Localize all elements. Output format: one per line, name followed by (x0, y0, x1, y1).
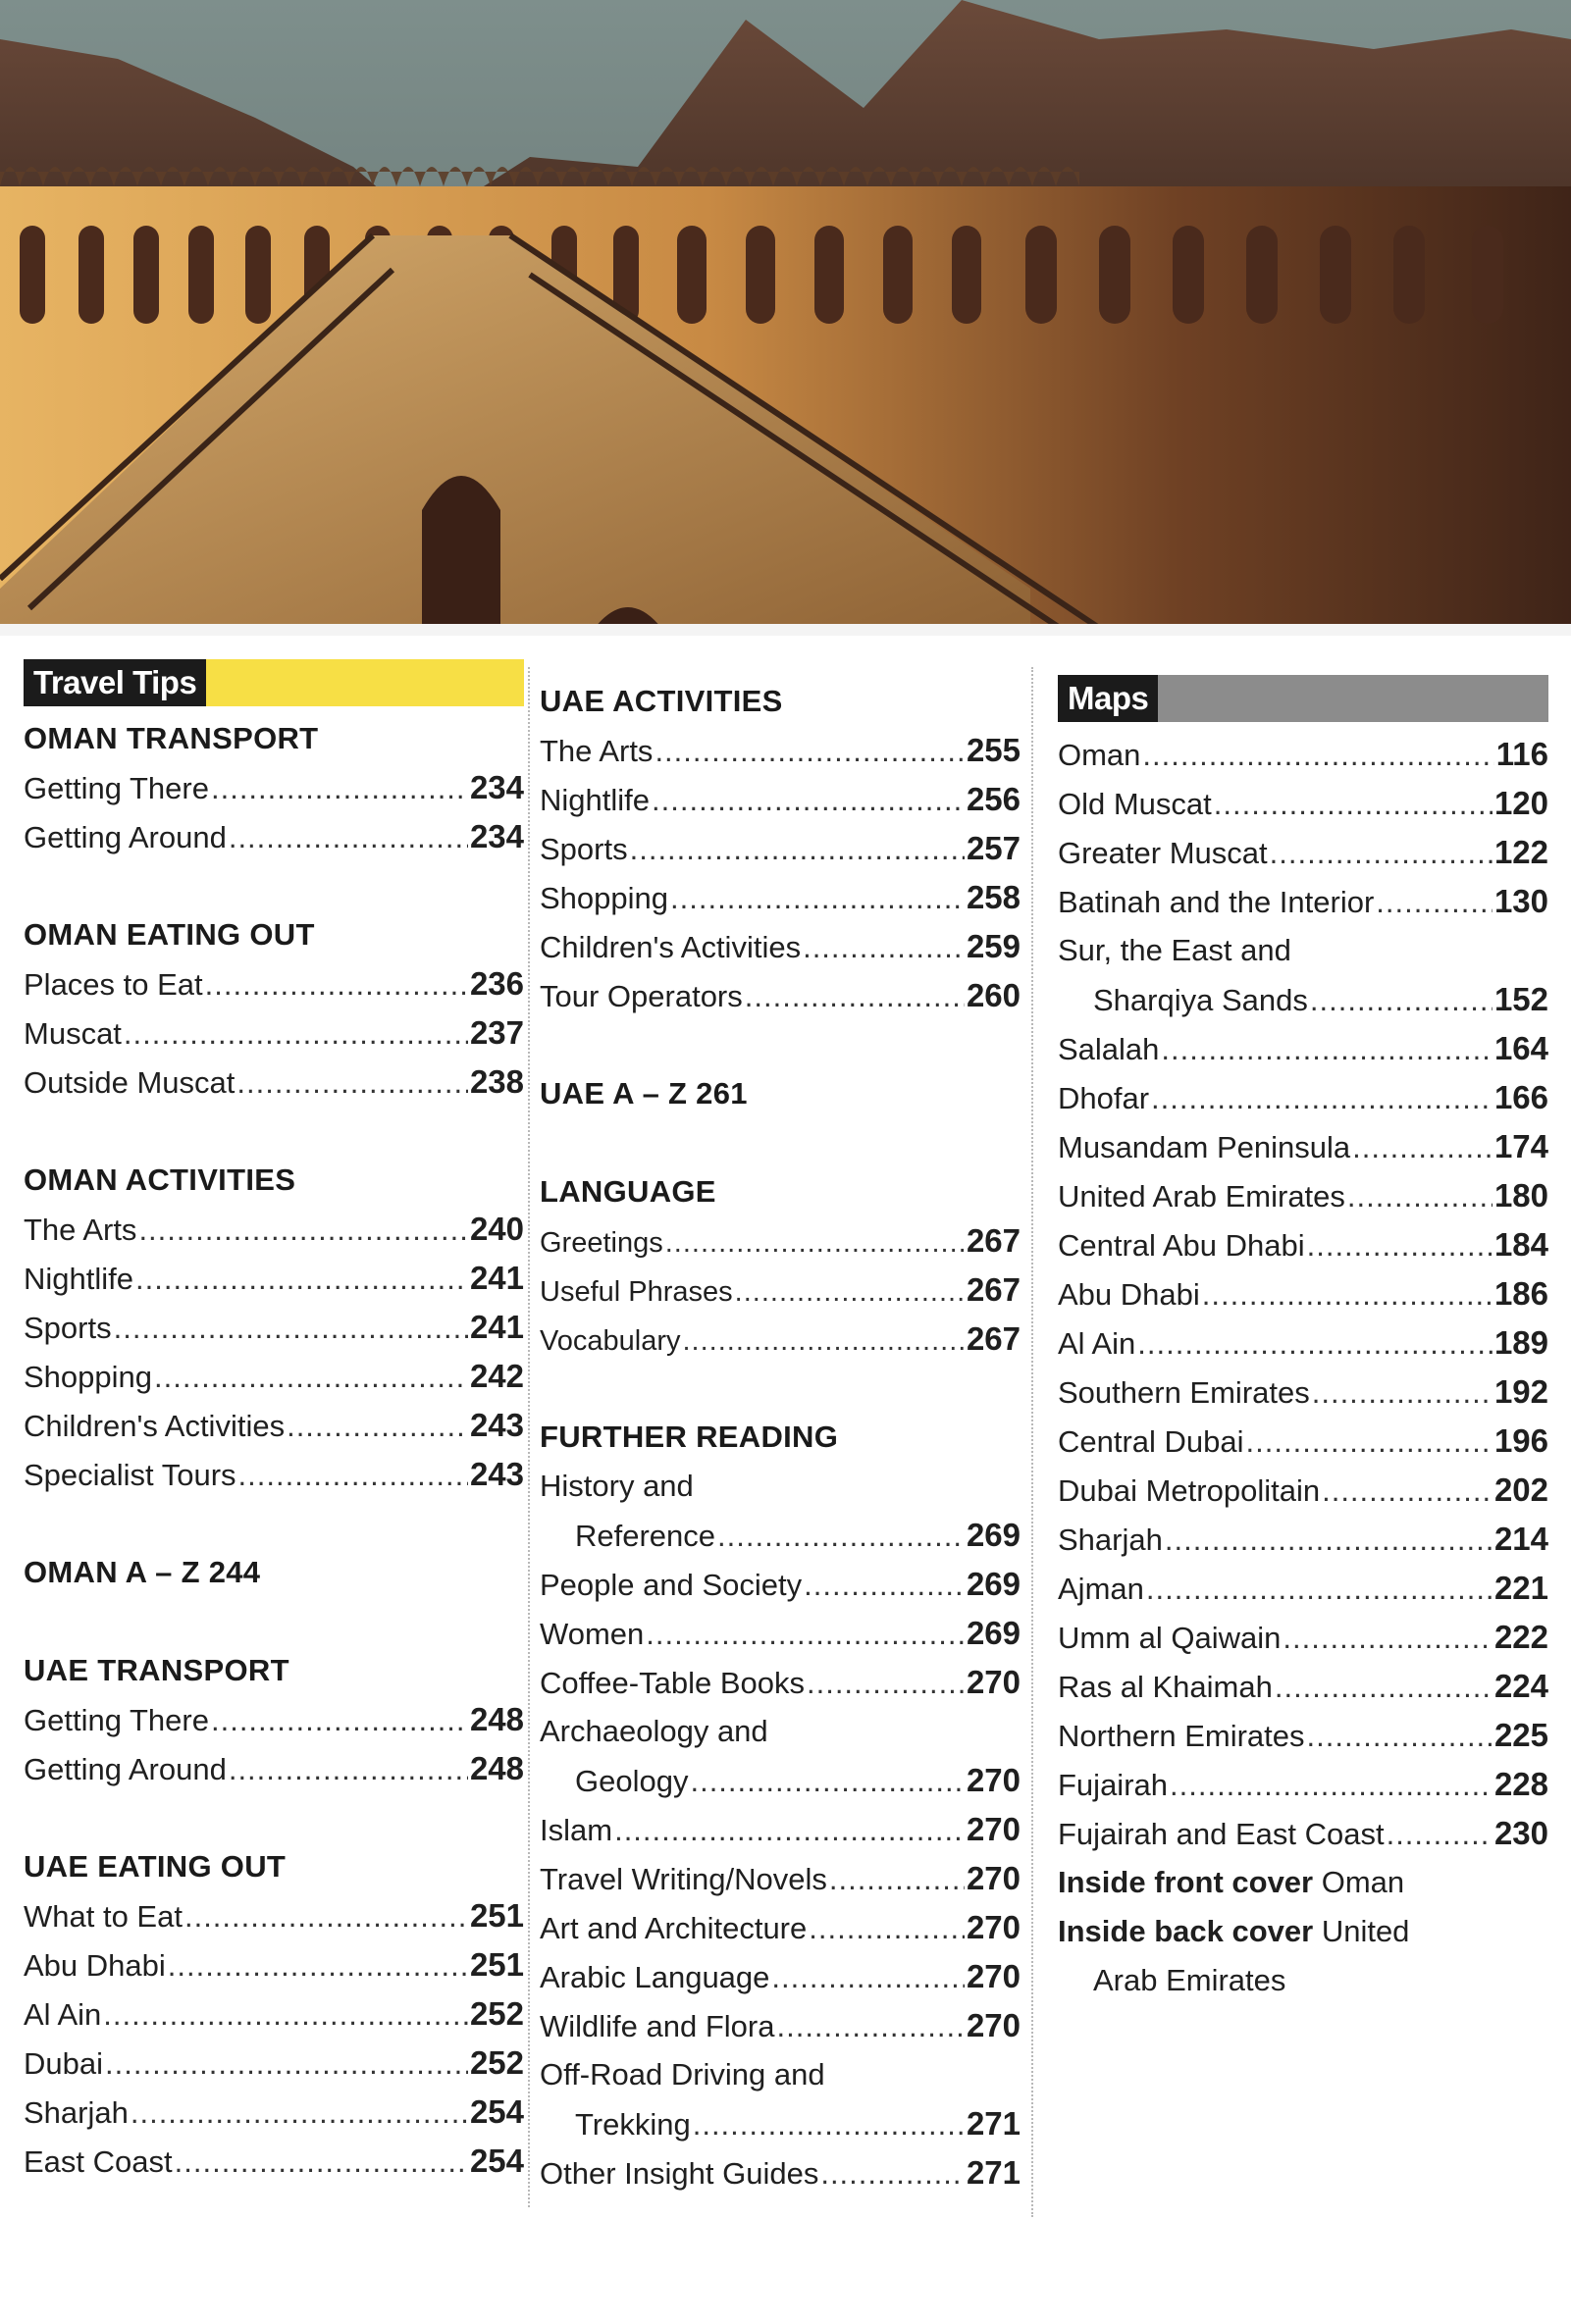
entry-page: 256 (966, 781, 1021, 817)
leader-dots (803, 923, 965, 972)
toc-entry[interactable] (24, 1989, 524, 2039)
leader-dots (1165, 1516, 1492, 1565)
leader-dots (693, 2100, 965, 2149)
entry-title: Places to Eat (24, 967, 203, 1002)
map-entry[interactable] (1058, 1515, 1548, 1564)
entry-page: 269 (966, 1615, 1021, 1651)
entry-title: Muscat (24, 1016, 122, 1051)
leader-dots (1322, 1467, 1492, 1516)
entry-page: 152 (1493, 981, 1548, 1017)
entry-page: 122 (1493, 834, 1548, 870)
spacer (540, 1118, 1021, 1167)
entry-title: Dhofar (1058, 1081, 1150, 1115)
leader-dots (1161, 1025, 1492, 1074)
map-entry[interactable] (1058, 1024, 1548, 1073)
toc-entry[interactable] (540, 1854, 1021, 1903)
toc-entry[interactable] (540, 2148, 1021, 2197)
entry-title: Sharjah (24, 2095, 129, 2130)
map-entry[interactable] (1058, 779, 1548, 828)
entry-page: 270 (966, 1909, 1021, 1945)
toc-heading: OMAN TRANSPORT (24, 721, 319, 755)
entry-page: 242 (469, 1358, 524, 1394)
spacer (24, 1107, 524, 1156)
entry-page: 234 (469, 769, 524, 805)
entry-title: Trekking (575, 2107, 691, 2142)
entry-page: 238 (469, 1063, 524, 1100)
toc-entry[interactable] (24, 2137, 524, 2186)
entry-page: 116 (1495, 736, 1548, 772)
leader-dots (1310, 976, 1492, 1025)
cover-value: Oman (1321, 1865, 1405, 1899)
section-header-maps (1058, 675, 1548, 722)
leader-dots (1376, 878, 1492, 927)
toc-entry[interactable] (540, 1658, 1021, 1707)
entry-title: Dubai Metropolitain (1058, 1473, 1321, 1508)
spacer (540, 1020, 1021, 1069)
entry-title: Women (540, 1617, 645, 1651)
toc-entry[interactable] (540, 2099, 1021, 2148)
section-label: Travel Tips (24, 659, 206, 706)
toc-heading: FURTHER READING (540, 1420, 839, 1454)
toc-entry[interactable] (540, 1903, 1021, 1952)
entry-page: 270 (966, 2007, 1021, 2043)
toc-entry[interactable] (540, 1756, 1021, 1805)
entry-title: Travel Writing/Novels (540, 1862, 827, 1896)
entry-title: Arabic Language (540, 1960, 770, 1994)
entry-page: 241 (469, 1260, 524, 1296)
toc-entry[interactable] (540, 2001, 1021, 2050)
toc-entry[interactable] (24, 2039, 524, 2088)
entry-title-line1: Archaeology and (540, 1714, 768, 1748)
entry-title: Salalah (1058, 1032, 1160, 1066)
map-entry[interactable] (1058, 877, 1548, 926)
entry-title-line1: Sur, the East and (1058, 933, 1291, 967)
toc-heading: UAE TRANSPORT (24, 1653, 289, 1687)
entry-page: 240 (469, 1211, 524, 1247)
spacer (540, 1364, 1021, 1413)
leader-dots (614, 1806, 965, 1855)
toc-heading: OMAN EATING OUT (24, 917, 315, 952)
entry-page: 258 (966, 879, 1021, 915)
toc-entry[interactable] (24, 763, 524, 812)
leader-dots (103, 1990, 468, 2040)
toc-entry[interactable] (24, 959, 524, 1008)
leader-dots (652, 776, 965, 825)
leader-dots (630, 825, 965, 874)
leader-dots (1170, 1761, 1492, 1810)
map-entry[interactable] (1058, 1662, 1548, 1711)
entry-page: 180 (1493, 1177, 1548, 1214)
toc-entry[interactable] (540, 1315, 1021, 1364)
toc-column-middle (540, 677, 1021, 2197)
map-entry[interactable] (1058, 1711, 1548, 1760)
leader-dots (1283, 1614, 1492, 1663)
leader-dots (690, 1757, 964, 1806)
entry-title: What to Eat (24, 1899, 183, 1934)
toc-entry[interactable] (540, 1511, 1021, 1560)
column-divider (528, 667, 530, 2207)
cover-label: Inside front cover (1058, 1865, 1314, 1899)
spacer (24, 861, 524, 910)
entry-page: 243 (469, 1456, 524, 1492)
toc-entry[interactable] (24, 1205, 524, 1254)
entry-title: Sharqiya Sands (1093, 983, 1308, 1017)
entry-title: Batinah and the Interior (1058, 885, 1375, 919)
leader-dots (184, 1892, 468, 1941)
entry-title: Ras al Khaimah (1058, 1670, 1273, 1704)
entry-title: Dubai (24, 2046, 103, 2081)
entry-title-line1: Off-Road Driving and (540, 2057, 825, 2092)
entry-page: 130 (1493, 883, 1548, 919)
entry-title: Sports (24, 1311, 112, 1345)
entry-page: 251 (469, 1946, 524, 1983)
leader-dots (124, 1009, 468, 1059)
toc-entry[interactable] (24, 1401, 524, 1450)
entry-title: Fujairah (1058, 1768, 1168, 1802)
toc-entry[interactable] (540, 873, 1021, 922)
entry-title: People and Society (540, 1568, 803, 1602)
entry-page: 184 (1493, 1226, 1548, 1263)
leader-dots (1307, 1221, 1492, 1270)
toc-entry[interactable] (24, 1058, 524, 1107)
leader-dots (1202, 1270, 1492, 1319)
toc-entry[interactable] (24, 1940, 524, 1989)
entry-title: Specialist Tours (24, 1458, 236, 1492)
entry-page: 259 (966, 928, 1021, 964)
entry-title: Southern Emirates (1058, 1375, 1310, 1410)
leader-dots (665, 1218, 965, 1267)
entry-title: The Arts (24, 1213, 137, 1247)
map-entry[interactable] (1058, 975, 1548, 1024)
leader-dots (131, 2089, 468, 2138)
toc-entry[interactable] (540, 922, 1021, 971)
toc-column-maps (1058, 675, 1548, 2005)
toc-entry[interactable] (540, 1265, 1021, 1315)
map-entry[interactable] (1058, 1368, 1548, 1417)
leader-dots (236, 1059, 468, 1108)
entry-title: Sports (540, 832, 628, 866)
entry-page: 271 (966, 2154, 1021, 2191)
toc-entry[interactable] (24, 1303, 524, 1352)
entry-page: 270 (966, 1664, 1021, 1700)
leader-dots (211, 764, 468, 813)
entry-page: 236 (469, 965, 524, 1002)
entry-title: Sharjah (1058, 1523, 1163, 1557)
map-entry[interactable] (1058, 1122, 1548, 1171)
entry-title: Children's Activities (540, 930, 802, 964)
entry-page: 189 (1493, 1324, 1548, 1361)
map-entry[interactable] (1058, 1613, 1548, 1662)
entry-page: 237 (469, 1014, 524, 1051)
entry-page: 234 (469, 818, 524, 854)
toc-entry[interactable] (24, 1254, 524, 1303)
leader-dots (1142, 731, 1493, 780)
leader-dots (655, 727, 965, 776)
map-entry[interactable] (1058, 1073, 1548, 1122)
map-entry[interactable] (1058, 1564, 1548, 1613)
leader-dots (154, 1353, 468, 1402)
map-entry[interactable] (1058, 1417, 1548, 1466)
leader-dots (105, 2040, 468, 2089)
entry-title: Other Insight Guides (540, 2156, 819, 2191)
leader-dots (809, 1904, 965, 1953)
entry-page: 255 (966, 732, 1021, 768)
entry-page: 271 (966, 2105, 1021, 2142)
entry-page: 260 (966, 977, 1021, 1013)
section-header-travel-tips (24, 659, 524, 706)
entry-title: Wildlife and Flora (540, 2009, 775, 2043)
entry-page: 267 (966, 1271, 1021, 1308)
entry-title: Outside Muscat (24, 1065, 236, 1100)
leader-dots (229, 1745, 468, 1794)
entry-page: 252 (469, 1995, 524, 2032)
entry-title: Shopping (24, 1360, 153, 1394)
entry-title: Getting There (24, 771, 209, 805)
entry-title: Greetings (540, 1227, 663, 1259)
entry-page: 248 (469, 1750, 524, 1786)
cover-value: United (1321, 1914, 1410, 1948)
entry-title: Oman (1058, 738, 1141, 772)
entry-title: Tour Operators (540, 979, 743, 1013)
toc-entry[interactable] (540, 1805, 1021, 1854)
toc-heading-link[interactable]: OMAN A – Z 244 (24, 1555, 261, 1589)
entry-page: 224 (1493, 1668, 1548, 1704)
entry-title: Greater Muscat (1058, 836, 1268, 870)
section-label: Maps (1058, 675, 1158, 722)
entry-page: 164 (1493, 1030, 1548, 1066)
entry-page: 257 (966, 830, 1021, 866)
leader-dots (670, 874, 965, 923)
leader-dots (1151, 1074, 1492, 1123)
column-divider (1031, 667, 1033, 2217)
entry-title: Al Ain (24, 1997, 102, 2032)
leader-dots (175, 2138, 468, 2187)
spacer (24, 1597, 524, 1646)
cover-label: Inside back cover (1058, 1914, 1314, 1948)
map-entry[interactable] (1058, 1760, 1548, 1809)
entry-title: Northern Emirates (1058, 1719, 1305, 1753)
entry-title: Nightlife (540, 783, 650, 817)
toc-entry[interactable] (24, 1008, 524, 1058)
entry-page: 270 (966, 1958, 1021, 1994)
entry-page: 241 (469, 1309, 524, 1345)
entry-title: Fujairah and East Coast (1058, 1817, 1385, 1851)
leader-dots (168, 1941, 468, 1990)
entry-title: Nightlife (24, 1262, 133, 1296)
entry-page: 252 (469, 2044, 524, 2081)
entry-title: Reference (575, 1519, 716, 1553)
leader-dots (683, 1317, 965, 1366)
map-entry[interactable] (1058, 1809, 1548, 1858)
leader-dots (1246, 1418, 1492, 1467)
toc-entry[interactable] (24, 1352, 524, 1401)
toc-heading: UAE EATING OUT (24, 1849, 287, 1884)
entry-page: 243 (469, 1407, 524, 1443)
section-color-bar (206, 659, 524, 706)
entry-title: Art and Architecture (540, 1911, 808, 1945)
entry-page: 120 (1493, 785, 1548, 821)
entry-page: 166 (1493, 1079, 1548, 1115)
leader-dots (205, 960, 468, 1009)
toc-heading: OMAN ACTIVITIES (24, 1162, 296, 1197)
hero-photo-fort (0, 0, 1571, 636)
toc-heading: UAE ACTIVITIES (540, 684, 783, 718)
entry-page: 230 (1493, 1815, 1548, 1851)
leader-dots (138, 1206, 468, 1255)
toc-entry[interactable] (24, 812, 524, 861)
entry-title: The Arts (540, 734, 654, 768)
toc-entry[interactable] (540, 971, 1021, 1020)
entry-title: Al Ain (1058, 1326, 1136, 1361)
leader-dots (829, 1855, 965, 1904)
entry-page: 186 (1493, 1275, 1548, 1312)
entry-page: 174 (1493, 1128, 1548, 1164)
entry-page: 251 (469, 1897, 524, 1934)
entry-page: 269 (966, 1566, 1021, 1602)
entry-title: Useful Phrases (540, 1276, 733, 1308)
leader-dots (717, 1512, 965, 1561)
map-entry[interactable] (1058, 1171, 1548, 1220)
toc-entry[interactable] (540, 726, 1021, 775)
entry-page: 254 (469, 2093, 524, 2130)
toc-entry[interactable] (24, 1695, 524, 1744)
leader-dots (1387, 1810, 1492, 1859)
leader-dots (807, 1659, 965, 1708)
leader-dots (1312, 1369, 1492, 1418)
entry-title: Musandam Peninsula (1058, 1130, 1351, 1164)
leader-dots (1270, 829, 1492, 878)
entry-title: Abu Dhabi (24, 1948, 166, 1983)
leader-dots (735, 1267, 965, 1317)
leader-dots (1275, 1663, 1492, 1712)
entry-page: 225 (1493, 1717, 1548, 1753)
inside-back-cover-entry[interactable] (1058, 1907, 1548, 1956)
toc-entry[interactable] (540, 1609, 1021, 1658)
map-entry[interactable] (1058, 828, 1548, 877)
toc-heading: LANGUAGE (540, 1174, 716, 1209)
entry-page: 267 (966, 1222, 1021, 1259)
entry-page: 228 (1493, 1766, 1548, 1802)
leader-dots (211, 1696, 468, 1745)
toc-heading-link[interactable]: UAE A – Z 261 (540, 1076, 748, 1110)
toc-column-travel-tips (24, 659, 524, 2186)
map-entry[interactable] (1058, 730, 1548, 779)
leader-dots (1352, 1123, 1492, 1172)
map-entry[interactable] (1058, 1466, 1548, 1515)
leader-dots (776, 2002, 964, 2051)
entry-title: Central Abu Dhabi (1058, 1228, 1305, 1263)
entry-page: 248 (469, 1701, 524, 1737)
entry-page: 267 (966, 1320, 1021, 1357)
section-color-bar (1158, 675, 1548, 722)
entry-page: 221 (1493, 1570, 1548, 1606)
entry-title: Central Dubai (1058, 1424, 1244, 1459)
entry-title: Old Muscat (1058, 787, 1212, 821)
entry-title: Getting There (24, 1703, 209, 1737)
leader-dots (1214, 780, 1492, 829)
entry-page: 202 (1493, 1472, 1548, 1508)
entry-page: 270 (966, 1811, 1021, 1847)
map-entry[interactable] (1058, 1318, 1548, 1368)
entry-title: Vocabulary (540, 1325, 681, 1357)
leader-dots (135, 1255, 468, 1304)
entry-title: Geology (575, 1764, 689, 1798)
toc-entry[interactable] (24, 1450, 524, 1499)
entry-title: Islam (540, 1813, 613, 1847)
map-entry[interactable] (1058, 1269, 1548, 1318)
leader-dots (1146, 1565, 1492, 1614)
spacer (24, 1499, 524, 1548)
toc-entry[interactable] (540, 775, 1021, 824)
entry-title: East Coast (24, 2144, 173, 2179)
entry-title: Coffee-Table Books (540, 1666, 805, 1700)
entry-title: Getting Around (24, 820, 227, 854)
inside-back-cover-entry-continued: Arab Emirates (1093, 1963, 1286, 1997)
entry-page: 214 (1493, 1521, 1548, 1557)
leader-dots (646, 1610, 965, 1659)
entry-page: 254 (469, 2143, 524, 2179)
toc-entry[interactable] (540, 824, 1021, 873)
entry-title: Getting Around (24, 1752, 227, 1786)
entry-title: United Arab Emirates (1058, 1179, 1345, 1214)
toc-entry[interactable] (540, 1952, 1021, 2001)
entry-page: 222 (1493, 1619, 1548, 1655)
leader-dots (820, 2149, 965, 2198)
toc-entry[interactable] (540, 1216, 1021, 1265)
leader-dots (287, 1402, 468, 1451)
toc-entry[interactable] (540, 1560, 1021, 1609)
toc-entry[interactable] (24, 1891, 524, 1940)
entry-title: Umm al Qaiwain (1058, 1621, 1282, 1655)
entry-page: 192 (1493, 1373, 1548, 1410)
toc-entry[interactable] (24, 1744, 524, 1793)
leader-dots (238, 1451, 468, 1500)
leader-dots (1347, 1172, 1492, 1221)
entry-title: Children's Activities (24, 1409, 286, 1443)
leader-dots (804, 1561, 965, 1610)
entry-page: 270 (966, 1860, 1021, 1896)
entry-page: 196 (1493, 1422, 1548, 1459)
entry-title-line1: History and (540, 1469, 694, 1503)
inside-front-cover-entry[interactable] (1058, 1858, 1548, 1907)
toc-entry[interactable] (24, 2088, 524, 2137)
map-entry[interactable] (1058, 1220, 1548, 1269)
fort-photo-illustration (0, 0, 1571, 636)
leader-dots (771, 1953, 965, 2002)
spacer (24, 1793, 524, 1842)
leader-dots (1307, 1712, 1492, 1761)
leader-dots (745, 972, 965, 1021)
entry-title: Abu Dhabi (1058, 1277, 1200, 1312)
entry-title: Shopping (540, 881, 669, 915)
entry-page: 269 (966, 1517, 1021, 1553)
leader-dots (229, 813, 468, 862)
leader-dots (114, 1304, 468, 1353)
entry-page: 270 (966, 1762, 1021, 1798)
leader-dots (1137, 1319, 1492, 1369)
entry-title: Ajman (1058, 1572, 1144, 1606)
